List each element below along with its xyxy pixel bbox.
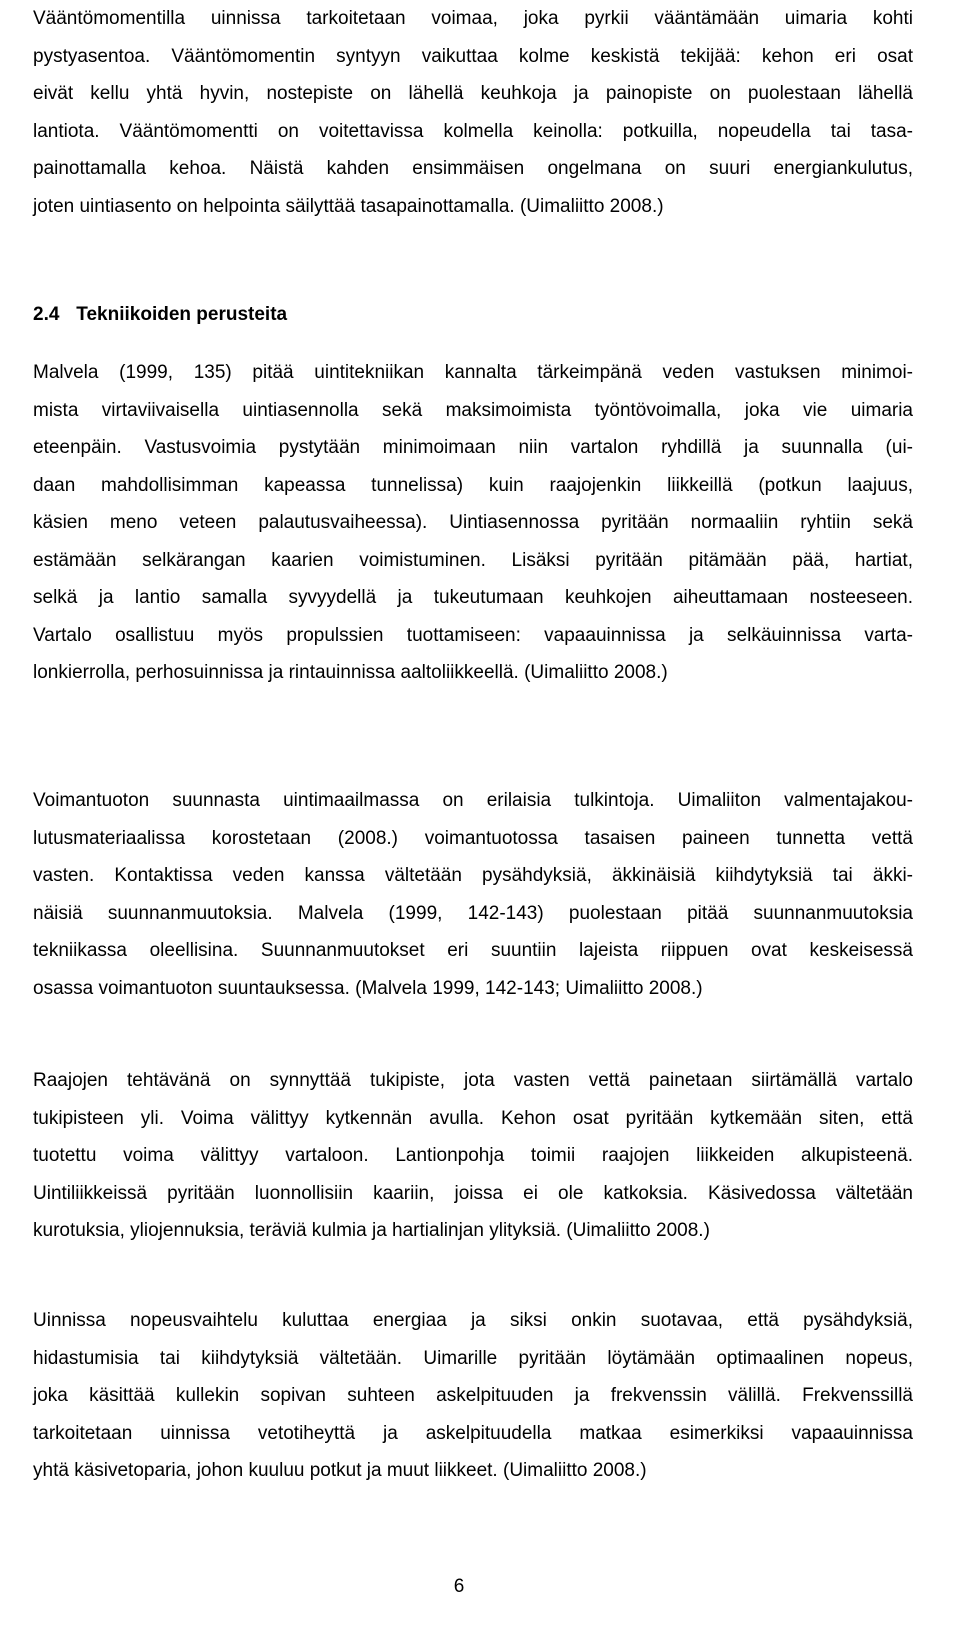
text-line: eteenpäin. Vastusvoimia pystytään minimoimaan niin vartalon ryhdillä ja suunnalla (ui- xyxy=(33,437,913,458)
text-line: eivät kellu yhtä hyvin, nostepiste on lähellä keuhkoja ja painopiste on puolestaan lähellä xyxy=(33,83,913,104)
text-line: joten uintiasento on helpointa säilyttää tasapainottamalla. (Uimaliitto 2008.) xyxy=(33,195,664,217)
text-line: Raajojen tehtävänä on synnyttää tukipiste, jota vasten vettä painetaan siirtämällä vartalo xyxy=(33,1070,913,1091)
text-line: lutusmateriaalissa korostetaan (2008.) voimantuotossa tasaisen paineen tunnetta vettä xyxy=(33,827,913,849)
paragraph-force-direction xyxy=(33,782,913,1007)
text-line: lantiota. Vääntömomentti on voitettavissa kolmella keinolla: potkuilla, nopeudella tai tasa- xyxy=(33,120,913,142)
text-line: käsien meno veteen palautusvaiheessa). Uintiasennossa pyritään normaaliin ryhtiin sekä xyxy=(33,512,913,533)
text-line: hidastumisia tai kiihdytyksiä vältetään. Uimarille pyritään löytämään optimaalinen nopeus, xyxy=(33,1347,913,1369)
text-line: vasten. Kontaktissa veden kanssa vältetään pysähdyksiä, äkkinäisiä kiihdytyksiä tai äkki- xyxy=(33,865,913,886)
text-line: tarkoitetaan uinnissa vetotiheyttä ja askelpituudella matkaa esimerkiksi vapaauinnissa xyxy=(33,1422,913,1444)
text-line: estämään selkärangan kaarien voimistuminen. Lisäksi pyritään pitämään pää, hartiat, xyxy=(33,549,913,571)
paragraph-torque xyxy=(33,0,913,225)
text-line: mista virtaviivaisella uintiasennolla sekä maksimoimista työntövoimalla, joka vie uimaria xyxy=(33,399,913,421)
paragraph-speed-variation xyxy=(33,1302,913,1490)
text-line: lonkierrolla, perhosuinnissa ja rintauinnissa aaltoliikkeellä. (Uimaliitto 2008.) xyxy=(33,662,668,683)
text-line: näisiä suunnanmuutoksia. Malvela (1999, 142-143) puolestaan pitää suunnanmuutoksia xyxy=(33,902,913,924)
text-line: pystyasentoa. Vääntömomentin syntyyn vaikuttaa kolme keskistä tekijää: kehon eri osat xyxy=(33,45,913,67)
text-line: tuotettu voima välittyy vartaloon. Lantionpohja toimii raajojen liikkeiden alkupisteenä. xyxy=(33,1145,913,1166)
text-line: Uintiliikkeissä pyritään luonnollisiin kaariin, joissa ei ole katkoksia. Käsivedossa vältetään xyxy=(33,1182,913,1204)
text-line: Vääntömomentilla uinnissa tarkoitetaan voimaa, joka pyrkii vääntämään uimaria kohti xyxy=(33,8,913,29)
text-line: yhtä käsivetoparia, johon kuuluu potkut ja muut liikkeet. (Uimaliitto 2008.) xyxy=(33,1460,647,1481)
text-line: tekniikassa oleellisina. Suunnanmuutokset eri suuntiin lajeista riippuen ovat keskeisessä xyxy=(33,940,913,961)
text-line: kurotuksia, yliojennuksia, teräviä kulmia ja hartialinjan ylityksiä. (Uimaliitto 2008.) xyxy=(33,1220,710,1241)
text-line: painottamalla kehoa. Näistä kahden ensimmäisen ongelmana on suuri energiankulutus, xyxy=(33,158,913,179)
text-line: Vartalo osallistuu myös propulssien tuottamiseen: vapaauinnissa ja selkäuinnissa varta- xyxy=(33,624,913,646)
text-line: Voimantuoton suunnasta uintimaailmassa on erilaisia tulkintoja. Uimaliiton valmentajakou- xyxy=(33,790,913,811)
text-line: daan mahdollisimman kapeassa tunnelissa) kuin raajojenkin liikkeillä (potkun laajuus, xyxy=(33,474,913,496)
text-line: Malvela (1999, 135) pitää uintitekniikan kannalta tärkeimpänä veden vastuksen minimoi- xyxy=(33,362,913,383)
section-number: 2.4 xyxy=(33,304,60,325)
text-line: osassa voimantuoton suuntauksessa. (Malvela 1999, 142-143; Uimaliitto 2008.) xyxy=(33,977,703,999)
text-line: selkä ja lantio samalla syvyydellä ja tukeutumaan keuhkojen aiheuttamaan nosteeseen. xyxy=(33,587,913,608)
section-title: Tekniikoiden perusteita xyxy=(76,304,288,325)
paragraph-limbs xyxy=(33,1062,913,1250)
section-heading xyxy=(33,300,287,330)
paragraph-technique-basics xyxy=(33,354,913,692)
text-line: joka käsittää kullekin sopivan suhteen askelpituuden ja frekvenssin välillä. Frekvenssillä xyxy=(33,1385,913,1406)
text-line: tukipisteen yli. Voima välittyy kytkennän avulla. Kehon osat pyritään kytkemään siten, että xyxy=(33,1107,913,1129)
text-line: Uinnissa nopeusvaihtelu kuluttaa energiaa ja siksi onkin suotavaa, että pysähdyksiä, xyxy=(33,1310,913,1331)
page-number: 6 xyxy=(453,1576,465,1597)
